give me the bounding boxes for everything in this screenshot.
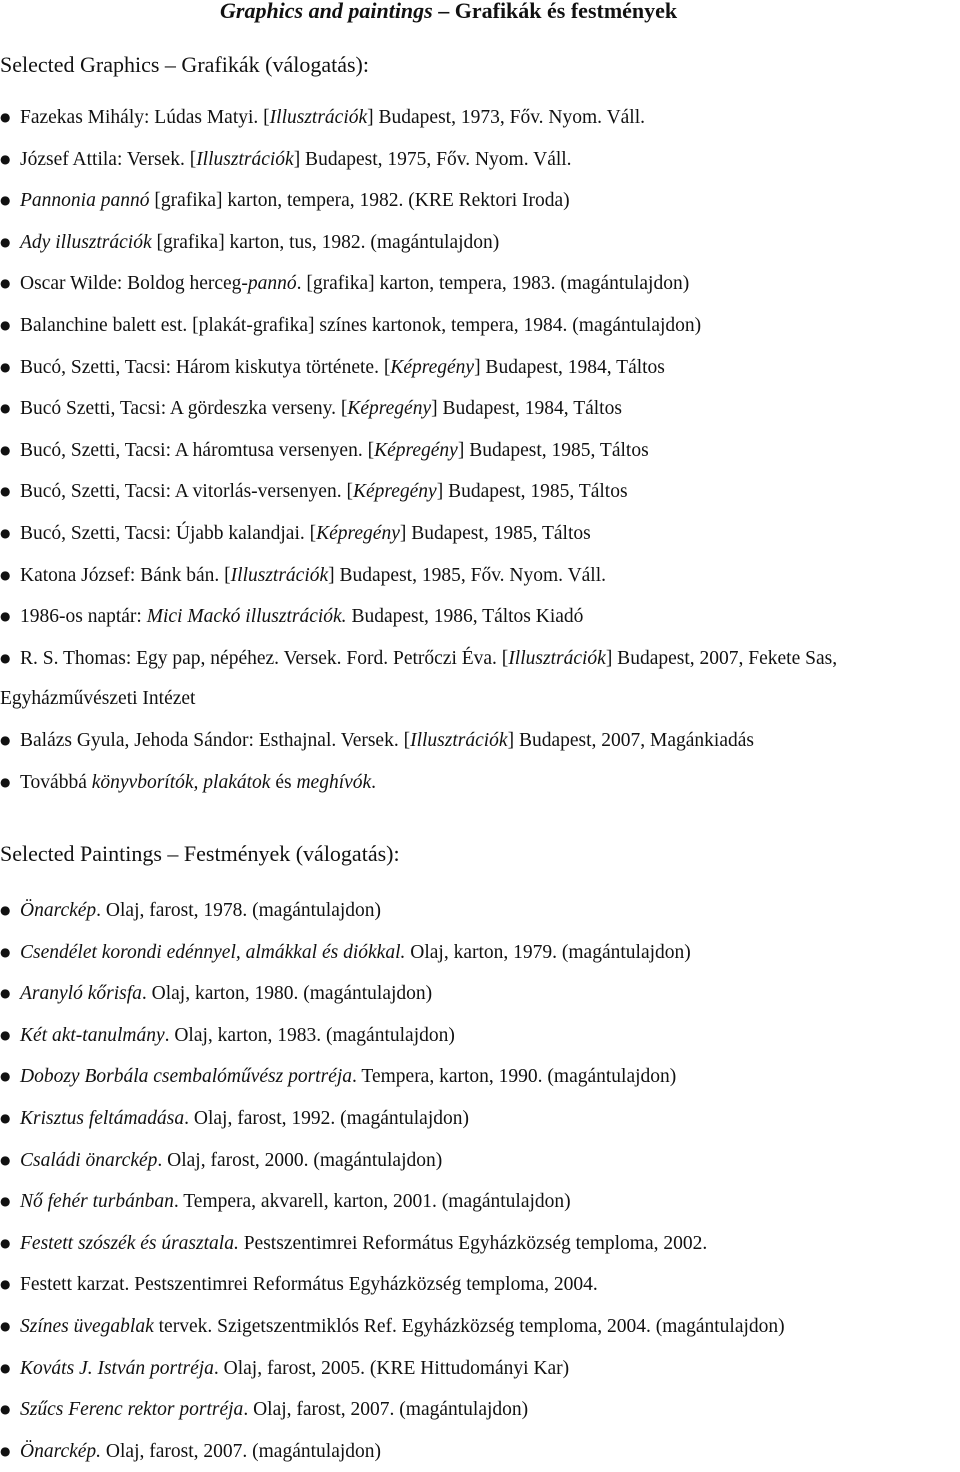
page-title-english: Graphics and paintings: [220, 0, 433, 23]
item-text: [grafika] karton, tus, 1982. (magántulajdon): [151, 231, 500, 253]
italic-text: Családi önarckép: [20, 1149, 158, 1171]
item-text: . Tempera, akvarell, karton, 2001. (magántulajdon): [173, 1191, 571, 1213]
list-item: [0, 347, 960, 389]
bullet-icon: ●: [0, 732, 11, 747]
bullet-icon: ●: [0, 567, 11, 582]
list-item: [0, 932, 960, 974]
list-item: [0, 890, 960, 932]
italic-text: Aranyló kőrisfa: [20, 983, 142, 1005]
item-text: Olaj, farost, 2007. (magántulajdon): [101, 1440, 382, 1462]
item-text: és: [270, 771, 297, 793]
italic-text: Képregény: [352, 481, 437, 503]
bullet-icon: ●: [0, 484, 11, 499]
bullet-icon: ●: [0, 609, 11, 624]
item-text: József Attila: Versek. [: [20, 148, 197, 170]
list-item: [0, 973, 960, 1015]
bullet-icon: ●: [0, 1318, 11, 1333]
italic-text: Pannonia pannó: [20, 190, 150, 212]
item-text: . Olaj, farost, 2005. (KRE Hittudományi Kar): [213, 1357, 570, 1379]
item-text: Balázs Gyula, Jehoda Sándor: Esthajnal. Versek. [: [20, 729, 411, 751]
item-text: ] Budapest, 1985, Táltos: [436, 481, 628, 503]
bullet-icon: ●: [0, 234, 11, 249]
bullet-icon: ●: [0, 442, 11, 457]
list-item: [0, 555, 960, 597]
bullet-icon: ●: [0, 525, 11, 540]
list-item: [0, 430, 960, 472]
page-title: [220, 0, 677, 25]
bullet-icon: ●: [0, 317, 11, 332]
italic-text: Mici Mackó illusztrációk.: [146, 606, 347, 628]
item-text: Pestszentimrei Református Egyházközség temploma, 2002.: [238, 1232, 708, 1254]
item-text: Bucó, Szetti, Tacsi: Három kiskutya története. [: [20, 356, 391, 378]
list-item: [0, 596, 960, 638]
list-item: [0, 180, 960, 222]
item-text: . Olaj, farost, 1978. (magántulajdon): [96, 900, 382, 921]
page-title-hungarian: Grafikák és festmények: [454, 0, 678, 23]
list-item: [0, 720, 960, 762]
bullet-icon: ●: [0, 1443, 11, 1458]
list-item: [0, 222, 960, 264]
list-item: [0, 1015, 960, 1057]
item-text: . [grafika] karton, tempera, 1983. (magántulajdon): [296, 273, 690, 295]
italic-text: Nő fehér turbánban: [20, 1191, 174, 1213]
bullet-icon: ●: [0, 1194, 11, 1209]
item-text: . Olaj, farost, 1992. (magántulajdon): [184, 1107, 470, 1129]
bullet-icon: ●: [0, 650, 11, 665]
item-text: Budapest, 1986, Táltos Kiadó: [346, 606, 584, 628]
italic-text: Dobozy Borbála csembalóművész portréja: [20, 1066, 353, 1088]
italic-text: Illusztrációk: [508, 647, 606, 669]
item-text: R. S. Thomas: Egy pap, népéhez. Versek. Ford. Petrőczi Éva. [: [20, 647, 509, 669]
italic-text: Krisztus feltámadása: [20, 1107, 185, 1129]
bullet-icon: ●: [0, 401, 11, 416]
italic-text: pannó: [247, 273, 297, 295]
item-text: ] Budapest, 1984, Táltos: [474, 356, 665, 378]
bullet-icon: ●: [0, 1027, 11, 1042]
item-text: 1986-os naptár:: [20, 606, 147, 628]
item-text: . Olaj, farost, 2000. (magántulajdon): [157, 1149, 443, 1171]
italic-text: Illusztrációk: [269, 107, 368, 128]
item-text: Katona József: Bánk bán. [: [20, 564, 231, 586]
item-text: . Olaj, karton, 1980. (magántulajdon): [141, 983, 433, 1005]
item-text: tervek. Szigetszentmiklós Ref. Egyházközség temploma, 2004. (magántulajdon): [153, 1315, 785, 1337]
list-item: [0, 762, 960, 804]
item-text: . Olaj, karton, 1983. (magántulajdon): [164, 1024, 455, 1046]
italic-text: Csendélet korondi edénnyel, almákkal és diókkal.: [20, 941, 406, 963]
italic-text: Illusztrációk: [196, 148, 294, 170]
bullet-icon: ●: [0, 1235, 11, 1250]
bullet-icon: ●: [0, 1110, 11, 1125]
italic-text: Képregény: [390, 356, 475, 378]
list-item: [0, 263, 960, 305]
paintings-heading: Selected Paintings – Festmények (válogatás):: [0, 841, 400, 866]
list-item: [0, 513, 960, 555]
list-item: [0, 1098, 960, 1140]
item-text: ] Budapest, 1984, Táltos: [431, 398, 622, 420]
item-text: ] Budapest, 1985, Táltos: [457, 439, 649, 461]
bullet-icon: ●: [0, 1360, 11, 1375]
italic-text: Szűcs Ferenc rektor portréja: [20, 1399, 244, 1421]
italic-text: Önarckép: [20, 900, 97, 921]
graphics-list: [0, 97, 960, 803]
italic-text: Képregény: [374, 439, 458, 461]
italic-text: Illusztrációk: [230, 564, 329, 586]
item-text: . Olaj, farost, 2007. (magántulajdon): [243, 1399, 529, 1421]
item-text: Balanchine balett est. [plakát-grafika] színes kartonok, tempera, 1984. (magántulajdon): [20, 314, 702, 336]
bullet-icon: ●: [0, 1069, 11, 1084]
item-text: Bucó, Szetti, Tacsi: A vitorlás-versenyen. [: [20, 481, 353, 503]
list-item: [0, 638, 960, 720]
item-text: Fazekas Mihály: Lúdas Matyi. [: [20, 107, 270, 128]
list-item: [0, 388, 960, 430]
list-item: [0, 1140, 960, 1182]
list-item: [0, 471, 960, 513]
bullet-icon: ●: [0, 151, 11, 166]
bullet-icon: ●: [0, 944, 11, 959]
italic-text: Festett szószék és úrasztala.: [20, 1232, 239, 1254]
paintings-list: [0, 890, 960, 1472]
list-item: [0, 305, 960, 347]
bullet-icon: ●: [0, 1152, 11, 1167]
item-text: ] Budapest, 1973, Főv. Nyom. Váll.: [367, 107, 646, 128]
item-text: . Tempera, karton, 1990. (magántulajdon): [352, 1066, 677, 1088]
italic-text: meghívók: [296, 771, 372, 793]
item-text: .: [371, 771, 377, 793]
italic-text: Ady illusztrációk: [20, 231, 152, 253]
item-text: ] Budapest, 1985, Főv. Nyom. Váll.: [328, 564, 607, 586]
bullet-icon: ●: [0, 193, 11, 208]
bullet-icon: ●: [0, 359, 11, 374]
item-text: Olaj, karton, 1979. (magántulajdon): [405, 941, 691, 963]
list-item: [0, 1348, 960, 1390]
italic-text: könyvborítók, plakátok: [91, 771, 271, 793]
item-text: ] Budapest, 2007, Magánkiadás: [507, 729, 755, 751]
item-text: Oscar Wilde: Boldog herceg-: [20, 273, 248, 295]
bullet-icon: ●: [0, 903, 11, 917]
item-text: ] Budapest, 1975, Főv. Nyom. Váll.: [293, 148, 572, 170]
italic-text: Kováts J. István portréja: [20, 1357, 214, 1379]
list-item: [0, 1389, 960, 1431]
item-text: Bucó, Szetti, Tacsi: Újabb kalandjai. [: [20, 522, 317, 544]
italic-text: Önarckép.: [20, 1440, 102, 1462]
italic-text: Képregény: [347, 398, 432, 420]
item-text: Festett karzat. Pestszentimrei Református Egyházközség temploma, 2004.: [20, 1274, 598, 1296]
list-item: [0, 1264, 960, 1306]
list-item: [0, 97, 960, 139]
list-item: [0, 1056, 960, 1098]
italic-text: Illusztrációk: [410, 729, 508, 751]
bullet-icon: ●: [0, 1277, 11, 1292]
graphics-heading: Selected Graphics – Grafikák (válogatás):: [0, 52, 369, 77]
item-text: Bucó Szetti, Tacsi: A gördeszka verseny. [: [20, 398, 348, 420]
item-text: ] Budapest, 1985, Táltos: [399, 522, 591, 544]
bullet-icon: ●: [0, 774, 11, 789]
page-title-dash: –: [438, 0, 455, 23]
list-item: [0, 1223, 960, 1265]
list-item: [0, 1431, 960, 1472]
item-text: ] Budapest, 2007, Fekete Sas, Egyházművészeti Intézet: [0, 647, 838, 710]
list-item: [0, 1306, 960, 1348]
item-text: Bucó, Szetti, Tacsi: A háromtusa versenyen. [: [20, 439, 375, 461]
bullet-icon: ●: [0, 986, 11, 1001]
italic-text: Képregény: [316, 522, 400, 544]
list-item: [0, 1181, 960, 1223]
item-text: Továbbá: [20, 771, 92, 793]
italic-text: Színes üvegablak: [20, 1315, 154, 1337]
list-item: [0, 139, 960, 181]
bullet-icon: ●: [0, 1402, 11, 1417]
bullet-icon: ●: [0, 110, 11, 124]
item-text: [grafika] karton, tempera, 1982. (KRE Rektori Iroda): [149, 190, 570, 212]
italic-text: Két akt-tanulmány: [20, 1024, 165, 1046]
bullet-icon: ●: [0, 276, 11, 291]
